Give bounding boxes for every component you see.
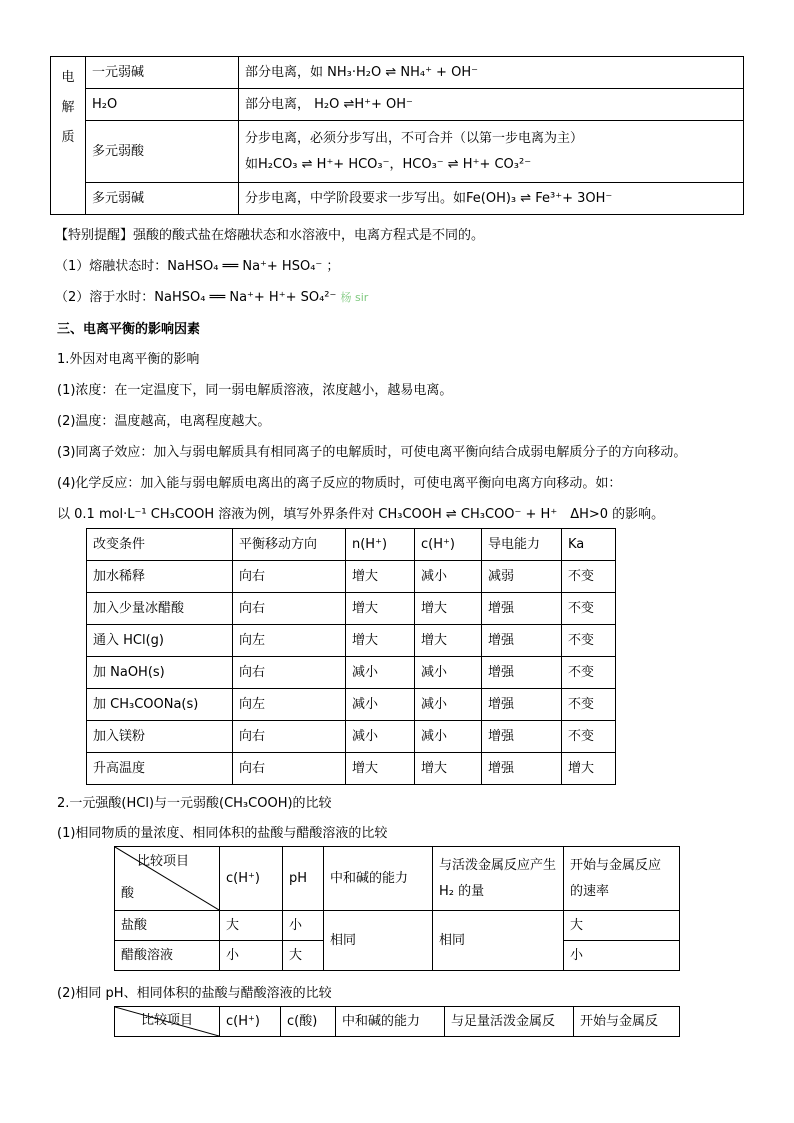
effect-header: 平衡移动方向 [233,529,346,561]
effect-header: 导电能力 [482,529,562,561]
diagonal-header-cell [115,1007,220,1037]
electrolyte-desc-line: 分步电离，必须分步写出，不可合并（以第一步电离为主） [245,130,584,146]
effect-cell: 向右 [233,657,346,689]
compare-header: 与足量活泼金属反 [445,1007,574,1037]
compare-table-1 [114,846,680,971]
electrolyte-desc-line: 如H₂CO₃ ⇌ H⁺+ HCO₃⁻，HCO₃⁻ ⇌ H⁺+ CO₃²⁻ [245,156,532,172]
electrolyte-desc: 部分电离，如 NH₃·H₂O ⇌ NH₄⁺ + OH⁻ [239,57,744,89]
side-label-char: 解 [61,100,75,115]
effect-row [87,721,616,753]
effect-table [86,528,616,785]
compare-merged-cell: 相同 [324,911,433,971]
side-label-char: 质 [61,130,75,145]
effect-cell: 减小 [415,689,482,721]
compare-cell: 小 [564,941,680,971]
effect-cell: 加入少量冰醋酸 [87,593,233,625]
effect-cell: 不变 [562,689,616,721]
effect-header-row [87,529,616,561]
effect-header: 改变条件 [87,529,233,561]
effect-cell: 增强 [482,657,562,689]
watermark: 杨 sir [340,291,369,304]
diag-top-label: 比较项目 [141,1013,194,1028]
effect-cell: 向右 [233,593,346,625]
effect-cell: 增强 [482,753,562,785]
tip-title: 【特别提醒】强酸的酸式盐在熔融状态和水溶液中，电离方程式是不同的。 [55,228,485,243]
subsection-title: 2.一元强酸(HCl)与一元弱酸(CH₃COOH)的比较 [57,796,332,811]
electrolyte-desc: 部分电离， H₂O ⇌H⁺+ OH⁻ [239,89,744,121]
electrolyte-type: 多元弱碱 [86,183,239,215]
effect-cell: 加入镁粉 [87,721,233,753]
paragraph: 以 0.1 mol·L⁻¹ CH₃COOH 溶液为例，填写外界条件对 CH₃COOH ⇌ CH₃COO⁻ + H⁺ ΔH>0 的影响。 [57,507,665,522]
effect-row [87,689,616,721]
side-label-char: 电 [61,70,75,85]
effect-cell: 减小 [415,721,482,753]
effect-cell: 向右 [233,721,346,753]
effect-cell: 增大 [415,625,482,657]
paragraph: (4)化学反应：加入能与弱电解质电离出的离子反应的物质时，可使电离平衡向电离方向移动。如： [57,476,622,491]
effect-cell: 减小 [346,721,415,753]
effect-cell: 增大 [415,593,482,625]
electrolyte-type: 多元弱酸 [86,121,239,183]
effect-cell: 减小 [346,689,415,721]
effect-header: n(H⁺) [346,529,415,561]
compare-header: 中和碱的能力 [336,1007,445,1037]
effect-row [87,625,616,657]
effect-cell: 增强 [482,625,562,657]
effect-cell: 通入 HCl(g) [87,625,233,657]
effect-cell: 不变 [562,721,616,753]
effect-row [87,753,616,785]
compare-header: 开始与金属反 [574,1007,680,1037]
effect-cell: 增大 [346,561,415,593]
effect-header: c(H⁺) [415,529,482,561]
effect-cell: 增大 [562,753,616,785]
effect-cell: 增大 [346,593,415,625]
electrolyte-desc: 分步电离，中学阶段要求一步写出。如Fe(OH)₃ ⇌ Fe³⁺+ 3OH⁻ [239,183,744,215]
effect-cell: 增大 [415,753,482,785]
effect-cell: 减小 [346,657,415,689]
effect-cell: 减小 [415,561,482,593]
effect-cell: 不变 [562,657,616,689]
compare-header: c(酸) [281,1007,336,1037]
effect-header: Ka [562,529,616,561]
compare-table-2 [114,1006,680,1037]
compare-cell: 小 [220,941,283,971]
effect-cell: 增大 [346,625,415,657]
paragraph: (1)浓度：在一定温度下，同一弱电解质溶液，浓度越小，越易电离。 [57,383,453,398]
paragraph: (1)相同物质的量浓度、相同体积的盐酸与醋酸溶液的比较 [57,826,388,841]
electrolyte-type: H₂O [86,89,239,121]
effect-cell: 加 CH₃COONa(s) [87,689,233,721]
effect-cell: 向右 [233,753,346,785]
compare-header: c(H⁺) [220,847,283,911]
diag-bottom-label: 酸 [121,886,135,901]
effect-cell: 向右 [233,561,346,593]
effect-cell: 向左 [233,625,346,657]
paragraph: (2)温度：温度越高，电离程度越大。 [57,414,271,429]
electrolyte-table [50,56,744,215]
effect-cell: 升高温度 [87,753,233,785]
section-heading: 三、电离平衡的影响因素 [57,322,201,337]
effect-cell: 增强 [482,593,562,625]
tip-item-2-row [55,286,368,305]
effect-cell: 向左 [233,689,346,721]
compare-acid: 醋酸溶液 [115,941,220,971]
effect-cell: 加水稀释 [87,561,233,593]
subsection-title: 1.外因对电离平衡的影响 [57,352,200,367]
compare-header: 开始与金属反应的速率 [564,847,680,911]
compare-acid: 盐酸 [115,911,220,941]
effect-cell: 不变 [562,561,616,593]
compare-cell: 大 [220,911,283,941]
effect-row [87,561,616,593]
compare-header: pH [283,847,324,911]
tip-item-1: （1）熔融状态时：NaHSO₄ ══ Na⁺+ HSO₄⁻ ； [55,259,340,274]
effect-cell: 增强 [482,721,562,753]
electrolyte-type: 一元弱碱 [86,57,239,89]
compare-cell: 大 [564,911,680,941]
effect-cell: 减弱 [482,561,562,593]
effect-cell: 不变 [562,593,616,625]
effect-cell: 增强 [482,689,562,721]
side-label-cell [51,57,86,215]
diagonal-header-cell [115,847,220,911]
effect-row [87,593,616,625]
compare-header: 与活泼金属反应产生 H₂ 的量 [433,847,564,911]
compare-merged-cell: 相同 [433,911,564,971]
effect-cell: 增大 [346,753,415,785]
paragraph: (2)相同 pH、相同体积的盐酸与醋酸溶液的比较 [57,986,332,1001]
tip-item-2: （2）溶于水时：NaHSO₄ ══ Na⁺+ H⁺+ SO₄²⁻ [55,290,337,305]
diag-top-label: 比较项目 [137,854,190,869]
paragraph: (3)同离子效应：加入与弱电解质具有相同离子的电解质时，可使电离平衡向结合成弱电解质分子的方向移动。 [57,445,687,460]
compare-header: c(H⁺) [220,1007,281,1037]
effect-cell: 减小 [415,657,482,689]
compare-header: 中和碱的能力 [324,847,433,911]
electrolyte-desc-multi [239,121,744,183]
compare-cell: 大 [283,941,324,971]
effect-cell: 加 NaOH(s) [87,657,233,689]
compare-cell: 小 [283,911,324,941]
effect-row [87,657,616,689]
effect-cell: 不变 [562,625,616,657]
